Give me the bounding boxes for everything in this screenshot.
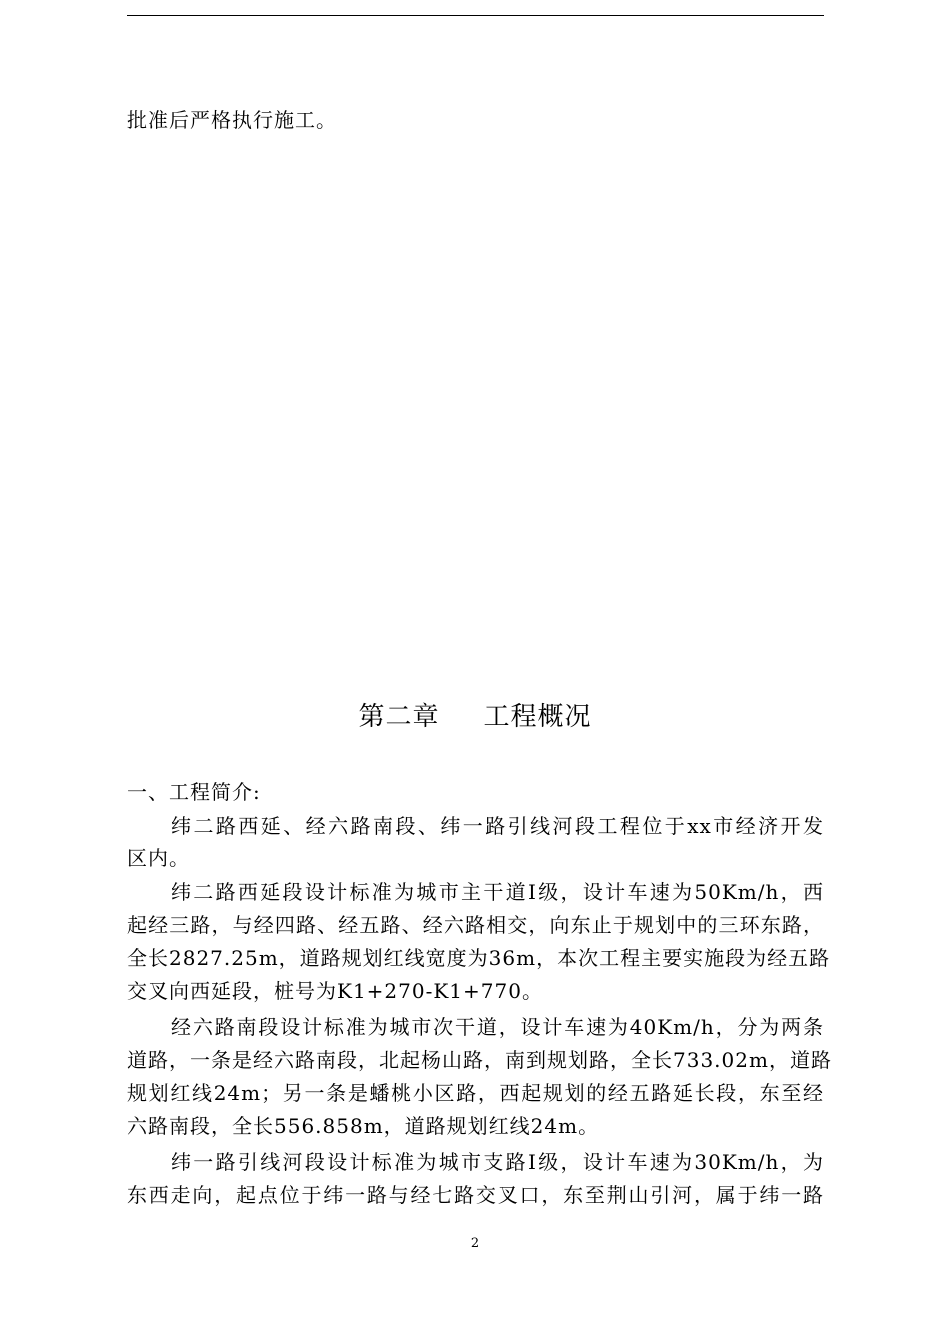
paragraph-line: 道路，一条是经六路南段，北起杨山路，南到规划路，全长733.02m，道路 [127,1048,832,1072]
section-heading: 一、工程简介: [127,780,261,804]
paragraph-line: 纬一路引线河段设计标准为城市支路Ⅰ级，设计车速为30Km/h，为 [171,1150,824,1174]
paragraph-line: 六路南段，全长556.858m，道路规划红线24m。 [127,1114,600,1138]
header-rule [127,15,824,16]
page-number: 2 [470,1236,480,1251]
paragraph-line: 东西走向，起点位于纬一路与经七路交叉口，东至荆山引河，属于纬一路 [127,1183,824,1207]
paragraph-line: 区内。 [127,846,190,870]
paragraph-line: 交叉向西延段，桩号为K1+270-K1+770。 [127,979,543,1003]
paragraph-line: 纬二路西延、经六路南段、纬一路引线河段工程位于xx市经济开发 [171,814,824,838]
chapter-title: 工程概况 [483,702,592,732]
paragraph-line: 经六路南段设计标准为城市次干道，设计车速为40Km/h，分为两条 [171,1015,824,1039]
paragraph-line: 全长2827.25m，道路规划红线宽度为36m，本次工程主要实施段为经五路 [127,946,831,970]
paragraph-line: 规划红线24m；另一条是蟠桃小区路，西起规划的经五路延长段，东至经 [127,1081,824,1105]
chapter-number: 第二章 [358,702,440,732]
chapter-heading [0,700,950,734]
paragraph-line: 起经三路，与经四路、经五路、经六路相交，向东止于规划中的三环东路， [127,913,824,937]
continuation-text: 批准后严格执行施工。 [127,108,337,132]
paragraph-line: 纬二路西延段设计标准为城市主干道Ⅰ级，设计车速为50Km/h，西 [171,880,824,904]
